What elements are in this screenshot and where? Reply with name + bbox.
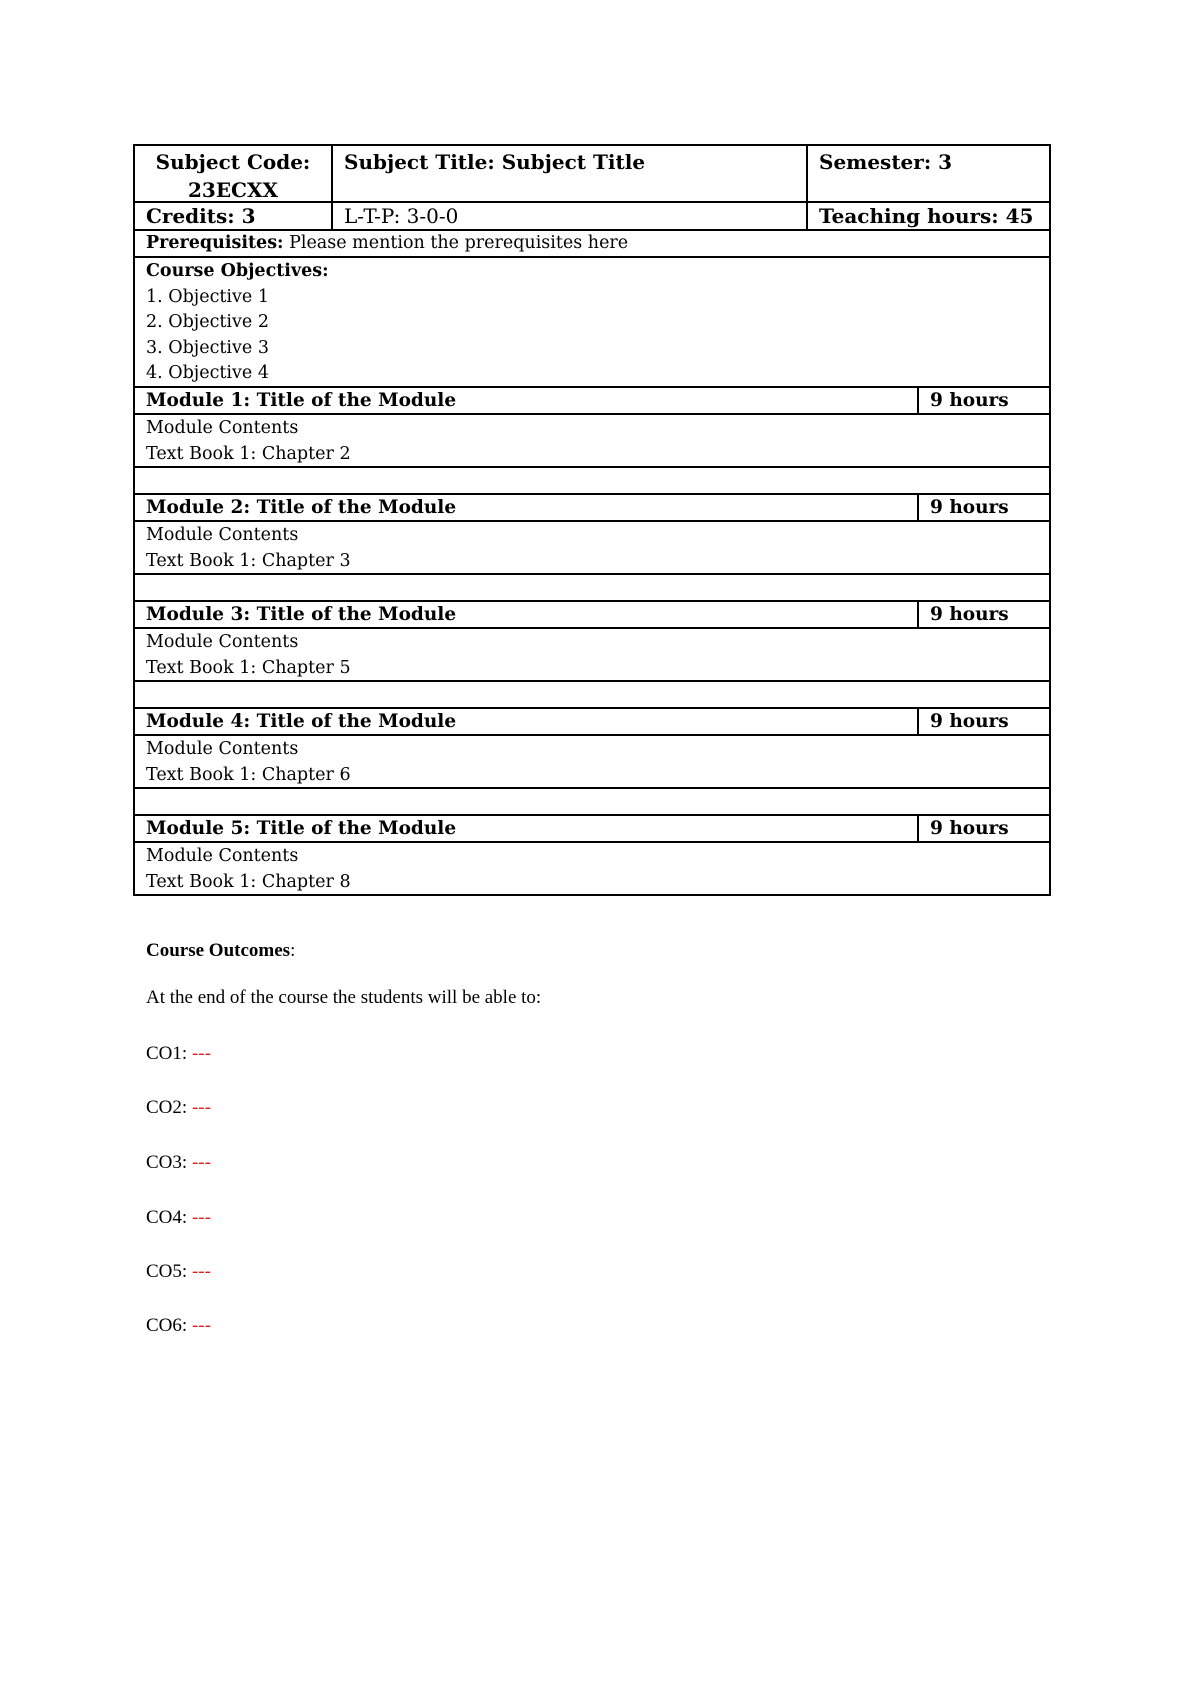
module-title: Module 1: Title of the Module bbox=[146, 390, 457, 411]
module-contents: Module Contents bbox=[146, 846, 299, 866]
module-title: Module 5: Title of the Module bbox=[146, 818, 457, 839]
semester-cell: Semester: 3 bbox=[806, 146, 1049, 201]
course-outcome-item bbox=[146, 1261, 211, 1283]
subject-code-cell bbox=[135, 146, 331, 201]
header-row bbox=[133, 144, 1051, 203]
subject-code-value: 23ECXX bbox=[187, 178, 279, 202]
module-5-body bbox=[133, 843, 1051, 896]
module-1-header bbox=[133, 388, 1051, 415]
module-hours: 9 hours bbox=[917, 709, 1049, 734]
objectives-title: Course Objectives: bbox=[146, 261, 329, 281]
spacer-row bbox=[133, 468, 1051, 495]
module-contents: Module Contents bbox=[146, 632, 299, 652]
module-textbook: Text Book 1: Chapter 6 bbox=[146, 764, 351, 785]
module-textbook: Text Book 1: Chapter 2 bbox=[146, 443, 351, 464]
credits-row bbox=[133, 203, 1051, 231]
module-body-cell bbox=[135, 843, 1049, 894]
course-outcomes-intro: At the end of the course the students will be able to: bbox=[146, 987, 542, 1008]
subject-title-cell: Subject Title: Subject Title bbox=[331, 146, 806, 201]
ltp-cell: L-T-P: 3-0-0 bbox=[331, 203, 806, 229]
prerequisites-cell bbox=[135, 231, 1049, 256]
module-contents: Module Contents bbox=[146, 525, 299, 545]
module-body-cell bbox=[135, 736, 1049, 787]
objectives-cell bbox=[135, 258, 1049, 386]
objective-item: 4. Objective 4 bbox=[146, 363, 269, 383]
co-placeholder: --- bbox=[191, 1097, 211, 1118]
co-label: CO6: bbox=[146, 1315, 192, 1336]
module-title: Module 2: Title of the Module bbox=[146, 497, 457, 518]
module-1-body bbox=[133, 415, 1051, 468]
module-title: Module 4: Title of the Module bbox=[146, 711, 457, 732]
module-hours: 9 hours bbox=[917, 495, 1049, 520]
module-4-header bbox=[133, 709, 1051, 736]
module-contents: Module Contents bbox=[146, 739, 299, 759]
module-2-body bbox=[133, 522, 1051, 575]
module-5-header bbox=[133, 816, 1051, 843]
spacer-row bbox=[133, 682, 1051, 709]
co-label: CO1: bbox=[146, 1043, 192, 1064]
spacer-row bbox=[133, 575, 1051, 602]
module-hours: 9 hours bbox=[917, 602, 1049, 627]
course-outcome-item bbox=[146, 1207, 211, 1229]
module-contents: Module Contents bbox=[146, 418, 299, 438]
module-body-cell bbox=[135, 522, 1049, 573]
course-outcome-item bbox=[146, 1315, 211, 1337]
prerequisites-label: Prerequisites: bbox=[146, 233, 284, 253]
objective-item: 1. Objective 1 bbox=[146, 286, 269, 307]
module-textbook: Text Book 1: Chapter 8 bbox=[146, 871, 351, 892]
co-label: CO2: bbox=[146, 1097, 192, 1118]
co-label: CO3: bbox=[146, 1152, 192, 1173]
module-body-cell bbox=[135, 629, 1049, 680]
module-3-header bbox=[133, 602, 1051, 629]
objective-item: 2. Objective 2 bbox=[146, 312, 269, 332]
module-hours: 9 hours bbox=[917, 816, 1049, 841]
prerequisites-row bbox=[133, 231, 1051, 258]
credits-cell: Credits: 3 bbox=[146, 204, 256, 228]
module-hours: 9 hours bbox=[917, 388, 1049, 413]
course-outcome-item bbox=[146, 1097, 211, 1119]
co-placeholder: --- bbox=[191, 1207, 211, 1228]
course-outcome-item bbox=[146, 1152, 211, 1174]
course-outcomes-colon: : bbox=[290, 940, 296, 961]
objective-item: 3. Objective 3 bbox=[146, 337, 269, 358]
co-label: CO4: bbox=[146, 1207, 192, 1228]
co-placeholder: --- bbox=[191, 1261, 211, 1282]
syllabus-table bbox=[133, 144, 1051, 896]
teaching-hours-cell: Teaching hours: 45 bbox=[806, 203, 1049, 229]
module-2-header bbox=[133, 495, 1051, 522]
course-outcomes-heading bbox=[146, 940, 295, 962]
module-textbook: Text Book 1: Chapter 3 bbox=[146, 550, 351, 571]
spacer-row bbox=[133, 789, 1051, 816]
co-placeholder: --- bbox=[191, 1043, 211, 1064]
subject-code-label: Subject Code: bbox=[155, 150, 311, 174]
module-3-body bbox=[133, 629, 1051, 682]
module-body-cell bbox=[135, 415, 1049, 466]
module-textbook: Text Book 1: Chapter 5 bbox=[146, 657, 351, 678]
module-title: Module 3: Title of the Module bbox=[146, 604, 457, 625]
co-label: CO5: bbox=[146, 1261, 192, 1282]
course-outcomes-title: Course Outcomes bbox=[146, 940, 291, 961]
module-4-body bbox=[133, 736, 1051, 789]
course-outcome-item bbox=[146, 1043, 211, 1065]
objectives-row bbox=[133, 258, 1051, 388]
co-placeholder: --- bbox=[191, 1315, 211, 1336]
co-placeholder: --- bbox=[191, 1152, 211, 1173]
prerequisites-text: Please mention the prerequisites here bbox=[283, 233, 629, 253]
